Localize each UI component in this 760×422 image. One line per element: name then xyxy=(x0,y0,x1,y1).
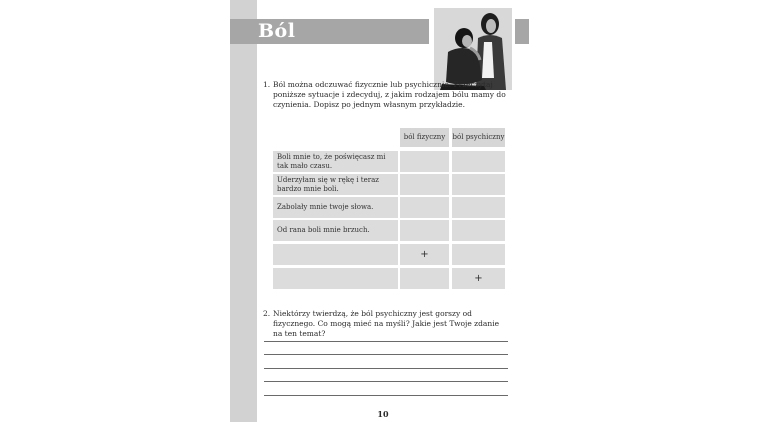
page-title: Ból xyxy=(258,20,296,42)
answer-cell-1-psychological[interactable] xyxy=(452,151,505,172)
plus-mark-psychological: + xyxy=(452,268,505,289)
row-label-2: Uderzyłam się w rękę i teraz bardzo mnie boli. xyxy=(273,174,398,195)
own-example-psychological-label[interactable] xyxy=(273,268,398,289)
task-1-instructions: Ból można odczuwać fizycznie lub psychicznie. Przeczytaj poniższe sytuacje i zdecyduj, z jakim rodzajem bólu mamy do czynienia. Dopisz po jednym własnym przykładzie. xyxy=(273,80,506,110)
answer-cell-2-physical[interactable] xyxy=(400,174,449,195)
row-label-4: Od rana boli mnie brzuch. xyxy=(273,220,398,241)
page-number: 10 xyxy=(377,409,389,419)
page-margin-strip xyxy=(230,0,257,422)
answer-line-5[interactable] xyxy=(264,395,508,396)
task-1-number: 1. xyxy=(263,80,271,89)
task-2-number: 2. xyxy=(263,309,271,318)
answer-cell-3-physical[interactable] xyxy=(400,197,449,218)
answer-cell-6-physical[interactable] xyxy=(400,268,449,289)
plus-mark-physical: + xyxy=(400,244,449,265)
own-example-physical-label[interactable] xyxy=(273,244,398,265)
answer-line-4[interactable] xyxy=(264,381,508,382)
task-2-question: Niektórzy twierdzą, że ból psychiczny jest gorszy od fizycznego. Co mogą mieć na myśli? Jakie jest Twoje zdanie na ten temat? xyxy=(273,309,500,339)
answer-line-1[interactable] xyxy=(264,341,508,342)
answer-cell-2-psychological[interactable] xyxy=(452,174,505,195)
answer-cell-5-psychological[interactable] xyxy=(452,244,505,265)
answer-line-2[interactable] xyxy=(264,354,508,355)
header-psychological-pain: ból psychiczny xyxy=(452,128,505,147)
header-physical-pain: ból fizyczny xyxy=(400,128,449,147)
row-label-1: Boli mnie to, że poświęcasz mi tak mało czasu. xyxy=(273,151,398,172)
row-label-3: Zabolały mnie twoje słowa. xyxy=(273,197,398,218)
answer-line-3[interactable] xyxy=(264,368,508,369)
photo-two-women xyxy=(434,8,512,90)
title-bar-tab xyxy=(515,19,529,44)
answer-cell-4-physical[interactable] xyxy=(400,220,449,241)
answer-cell-4-psychological[interactable] xyxy=(452,220,505,241)
answer-cell-3-psychological[interactable] xyxy=(452,197,505,218)
answer-cell-1-physical[interactable] xyxy=(400,151,449,172)
